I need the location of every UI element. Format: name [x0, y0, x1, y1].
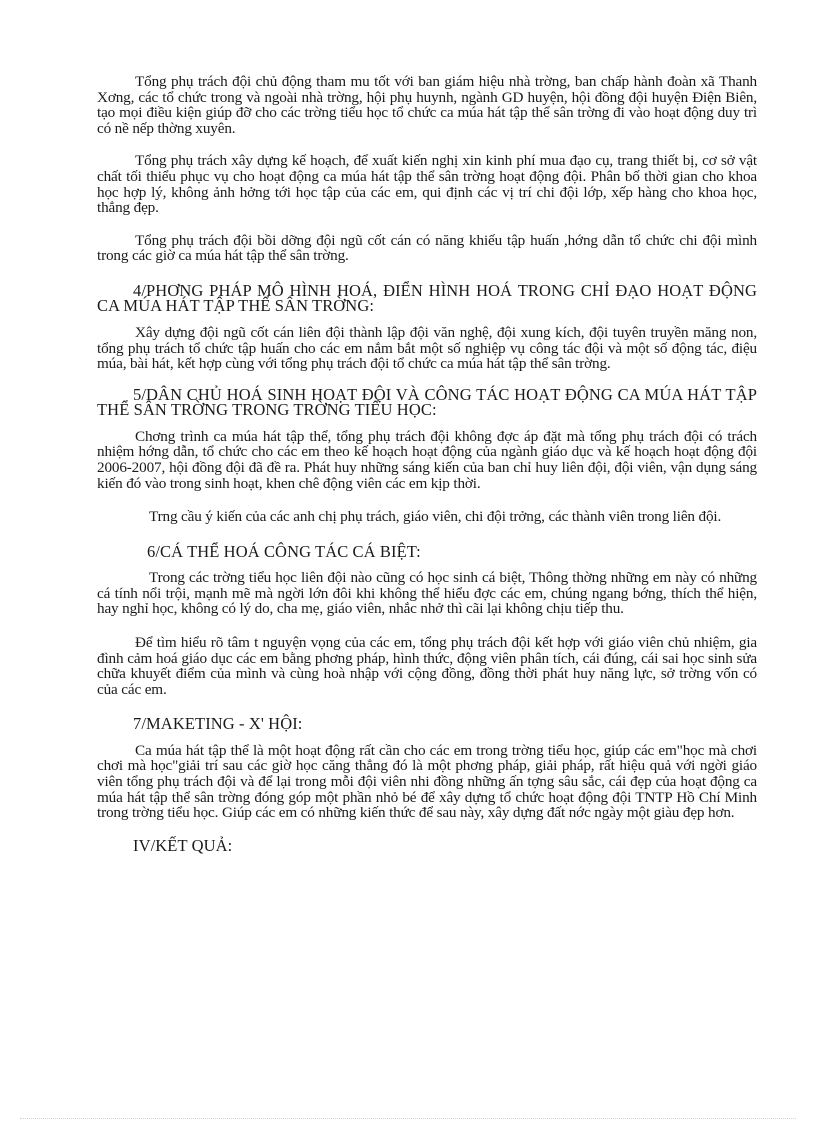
paragraph: Tổng phụ trách đội chủ động tham mu tốt với ban giám hiệu nhà trờng, ban chấp hành đoàn xã Thanh Xơng, các tổ chức trong và ngoài nhà trờng, hội phụ huynh, ngành GD huyện, hội đồng đội huyện Điện Biên, tạo mọi điều kiện giúp đỡ cho các trờng tiểu học tổ chức ca múa hát tập thể sân trờng đi vào hoạt động duy trì có nề nếp thờng xuyên.: [97, 73, 757, 137]
section-heading: 5/DÂN CHỦ HOÁ SINH HOẠT ĐỘI VÀ CÔNG TÁC HOẠT ĐỘNG CA MÚA HÁT TẬP THỂ SÂN TRỜNG TRONG TRỜNG TIỂU HỌC:: [97, 384, 757, 420]
paragraph: Trng cầu ý kiến của các anh chị phụ trách, giáo viên, chi đội trởng, các thành viên trong liên đội.: [149, 508, 722, 526]
section-heading: IV/KẾT QUẢ:: [133, 835, 233, 855]
page-footer-rule: [20, 1118, 796, 1119]
paragraph: Tổng phụ trách đội bồi dỡng đội ngũ cốt cán có năng khiếu tập huấn ,hớng dẫn tổ chức chi đội mình trong các giờ ca múa hát tập thể sân trờng.: [97, 231, 757, 265]
section-heading: 4/PHƠNG PHÁP MÔ HÌNH HOÁ, ĐIỂN HÌNH HOÁ TRONG CHỈ ĐẠO HOẠT ĐỘNG CA MÚA HÁT TẬP THỂ SÂN TRỜNG:: [97, 280, 757, 316]
paragraph: Để tìm hiểu rõ tâm t nguyện vọng của các em, tổng phụ trách đội kết hợp với giáo viên chủ nhiệm, gia đình cảm hoá giáo dục các em bằng phơng pháp, hình thức, động viên phân tích, cái đúng, cái sai học sinh sửa chữa khuyết điểm của mình và cùng hoà nhập với cộng đồng, đồng thời phát huy năng lực, sở trờng vốn có của các em.: [97, 633, 757, 698]
paragraph: Chơng trình ca múa hát tập thể, tổng phụ trách đội không đợc áp đặt mà tổng phụ trách đội có trách nhiệm hớng dẫn, tổ chức cho các em theo kế hoạch hoạt động của ngành giáo dục và kế hoạch hoạt động đội 2006-2007, hội đồng đội đã đề ra. Phát huy những sáng kiến của ban chỉ huy liên đội, đội viên, vận dụng sáng kiến đó vào trong sinh hoạt, khen chê động viên các em kịp thời.: [97, 427, 757, 492]
paragraph: Tổng phụ trách xây dựng kế hoạch, để xuất kiến nghị xin kinh phí mua đạo cụ, trang thiết bị, cơ sở vật chất tối thiểu phục vụ cho hoạt động ca múa hát tập thể sân trờng hoạt động đội. Phân bố thời gian cho khoa học hợp lý, không ảnh hởng tới học tập của các em, qui định các vị trí chi đội lớp, xếp hàng cho khoa học, thẳng đẹp.: [97, 152, 757, 217]
paragraph: Trong các trờng tiểu học liên đội nào cũng có học sinh cá biệt, Thông thờng những em này có những cá tính nổi trội, mạnh mẽ mà ngời lớn đôi khi không thể hiểu đợc các em, chúng ngang bớng, thích thể hiện, hay nghỉ học, không có lý do, cha mẹ, giáo viên, nhắc nhở thì cãi lại không chịu tiếp thu.: [97, 569, 757, 618]
section-heading: 7/MAKETING - X' HỘI:: [133, 714, 303, 734]
paragraph: Xây dựng đội ngũ cốt cán liên đội thành lập đội văn nghệ, đội xung kích, đội tuyên truyền măng non, tổng phụ trách tổ chức tập huấn cho các em nắm bắt một số nghiệp vụ công tác đội và một số động tác, điệu múa, bài hát, kết hợp cùng với tổng phụ trách đội tổ chức ca múa hát tập thể sân trờng.: [97, 323, 757, 373]
section-heading: 6/CÁ THỂ HOÁ CÔNG TÁC CÁ BIỆT:: [147, 541, 421, 561]
document-body: [97, 74, 757, 853]
paragraph: Ca múa hát tập thể là một hoạt động rất cần cho các em trong trờng tiểu học, giúp các em"học mà chơi chơi mà học"giải trí sau các giờ học căng thẳng đó là một phơng pháp, giải pháp, rất hiệu quả với ngời giáo viên tổng phụ trách đội và để lại trong mỗi đội viên nhi đồng những ấn tợng sâu sắc, cái đẹp của hoạt động ca múa hát tập thể sân trờng đóng góp một phần nhỏ bé để xây dựng tổ chức hoạt động đội TNTP Hồ Chí Minh trong trờng tiểu học. Giúp các em có những kiến thức để sau này, xây dựng đất nớc ngày một giàu đẹp hơn.: [97, 741, 757, 822]
